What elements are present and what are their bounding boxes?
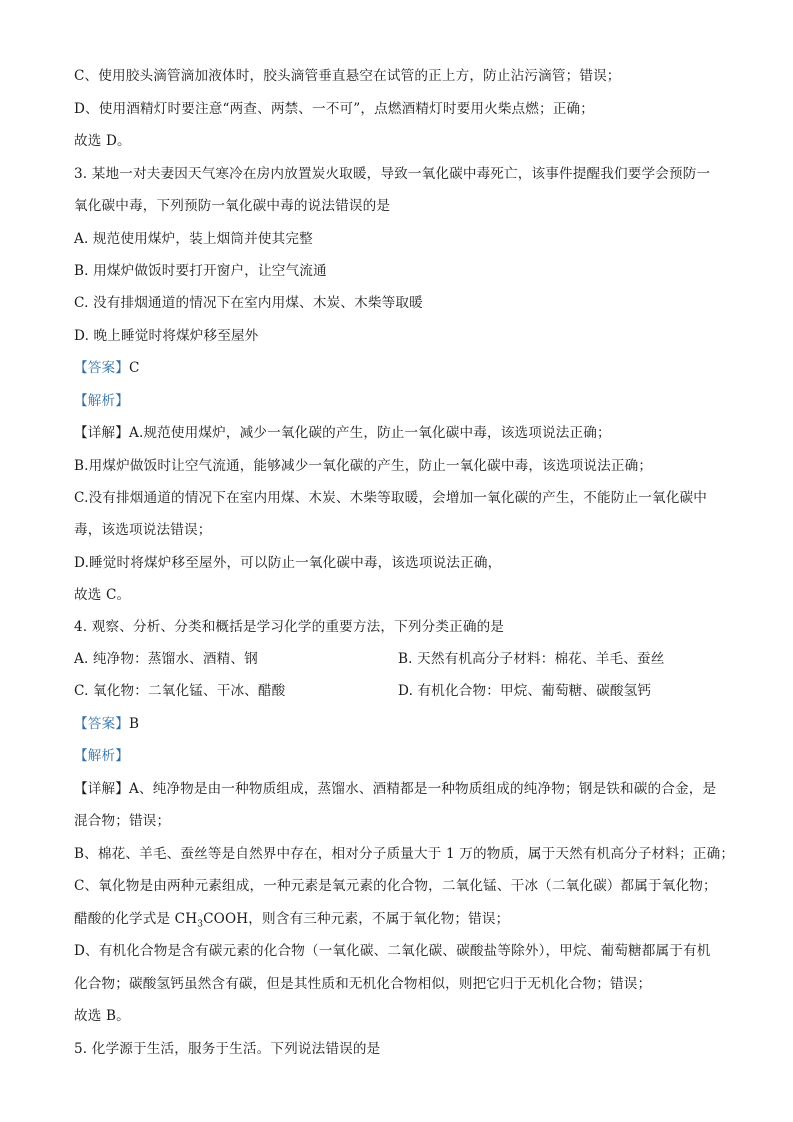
q3-detail-d: D.睡觉时将煤炉移至屋外，可以防止一氧化碳中毒，该选项说法正确， bbox=[74, 555, 502, 571]
q2-conclusion: 故选 D。 bbox=[74, 133, 131, 149]
q3-stem-line2: 氧化碳中毒，下列预防一氧化碳中毒的说法错误的是 bbox=[74, 198, 391, 214]
detail-tag: 【详解】 bbox=[74, 781, 129, 797]
q3-stem-line1: 3. 某地一对夫妻因天气寒冷在房内放置炭火取暖，导致一氧化碳中毒死亡，该事件提醒我们要学会预防一 bbox=[74, 166, 711, 182]
q4-detail-b: B、棉花、羊毛、蚕丝等是自然界中存在，相对分子质量大于 1 万的物质，属于天然有机高分子材料；正确； bbox=[74, 846, 735, 862]
detail-tag: 【详解】 bbox=[74, 425, 129, 441]
q5-stem: 5. 化学源于生活，服务于生活。下列说法错误的是 bbox=[74, 1041, 381, 1057]
q3-detail-b: B.用煤炉做饭时让空气流通，能够减少一氧化碳的产生，防止一氧化碳中毒，该选项说法正确； bbox=[74, 458, 653, 474]
q3-detail-c-line2: 毒，该选项说法错误； bbox=[74, 522, 212, 538]
q4-detail-d-line2: 化合物；碳酸氢钙虽然含有碳，但是其性质和无机化合物相似，则把它归于无机化合物；错误； bbox=[74, 976, 652, 992]
q3-detail-c-line1: C.没有排烟通道的情况下在室内用煤、木炭、木柴等取暖，会增加一氧化碳的产生，不能防止一氧化碳中 bbox=[74, 490, 708, 506]
q3-option-b: B. 用煤炉做饭时要打开窗户，让空气流通 bbox=[74, 263, 327, 279]
q3-option-d: D. 晚上睡觉时将煤炉移至屋外 bbox=[74, 328, 259, 344]
q4-detail-a-line2: 混合物；错误； bbox=[74, 813, 171, 829]
q3-option-a: A. 规范使用煤炉，装上烟筒并使其完整 bbox=[74, 231, 313, 247]
q4-option-b: B. 天然有机高分子材料：棉花、羊毛、蚕丝 bbox=[398, 651, 665, 667]
answer-tag: 【答案】 bbox=[74, 360, 129, 376]
q3-option-c: C. 没有排烟通道的情况下在室内用煤、木炭、木柴等取暖 bbox=[74, 295, 423, 311]
q4-conclusion: 故选 B。 bbox=[74, 1008, 130, 1024]
q4-option-a: A. 纯净物：蒸馏水、酒精、钢 bbox=[74, 651, 258, 667]
q4-stem: 4. 观察、分析、分类和概括是学习化学的重要方法，下列分类正确的是 bbox=[74, 619, 505, 635]
analysis-tag: 【解析】 bbox=[74, 393, 129, 409]
q4-option-d: D. 有机化合物：甲烷、葡萄糖、碳酸氢钙 bbox=[398, 683, 652, 699]
q4-analysis-heading bbox=[74, 746, 129, 766]
q3-analysis-heading bbox=[74, 391, 129, 411]
answer-tag: 【答案】 bbox=[74, 716, 129, 732]
q2-detail-d: D、使用酒精灯时要注意“两查、两禁、一不可”，点燃酒精灯时要用火柴点燃；正确； bbox=[74, 101, 595, 117]
answer-value: C bbox=[128, 360, 140, 376]
q4-detail-c-line1: C、氧化物是由两种元素组成，一种元素是氧元素的化合物，二氧化锰、干冰（二氧化碳）都属于氧化物； bbox=[74, 878, 717, 894]
q3-conclusion: 故选 C。 bbox=[74, 587, 131, 603]
q4-detail-c-line2: 醋酸的化学式是 $CH_3COOH$，则含有三种元素，不属于氧化物；错误； bbox=[74, 911, 510, 930]
q2-detail-c: C、使用胶头滴管滴加液体时，胶头滴管垂直悬空在试管的正上方，防止沾污滴管；错误； bbox=[74, 68, 621, 84]
analysis-tag: 【解析】 bbox=[74, 748, 129, 764]
q4-detail-a-line1: 【详解】A、纯净物是由一种物质组成，蒸馏水、酒精都是一种物质组成的纯净物；钢是铁和碳的合金，是 bbox=[74, 781, 717, 797]
q4-answer bbox=[74, 714, 139, 734]
subscript-3: 3 bbox=[197, 919, 204, 930]
answer-value: B bbox=[128, 716, 140, 732]
q4-detail-d-line1: D、有机化合物是含有碳元素的化合物（一氧化碳、二氧化碳、碳酸盐等除外），甲烷、葡萄糖都属于有机 bbox=[74, 943, 711, 959]
q3-detail-a: 【详解】A.规范使用煤炉，减少一氧化碳的产生，防止一氧化碳中毒，该选项说法正确； bbox=[74, 425, 611, 441]
q4-option-c: C. 氧化物：二氧化锰、干冰、醋酸 bbox=[74, 683, 286, 699]
q3-answer bbox=[74, 358, 140, 378]
